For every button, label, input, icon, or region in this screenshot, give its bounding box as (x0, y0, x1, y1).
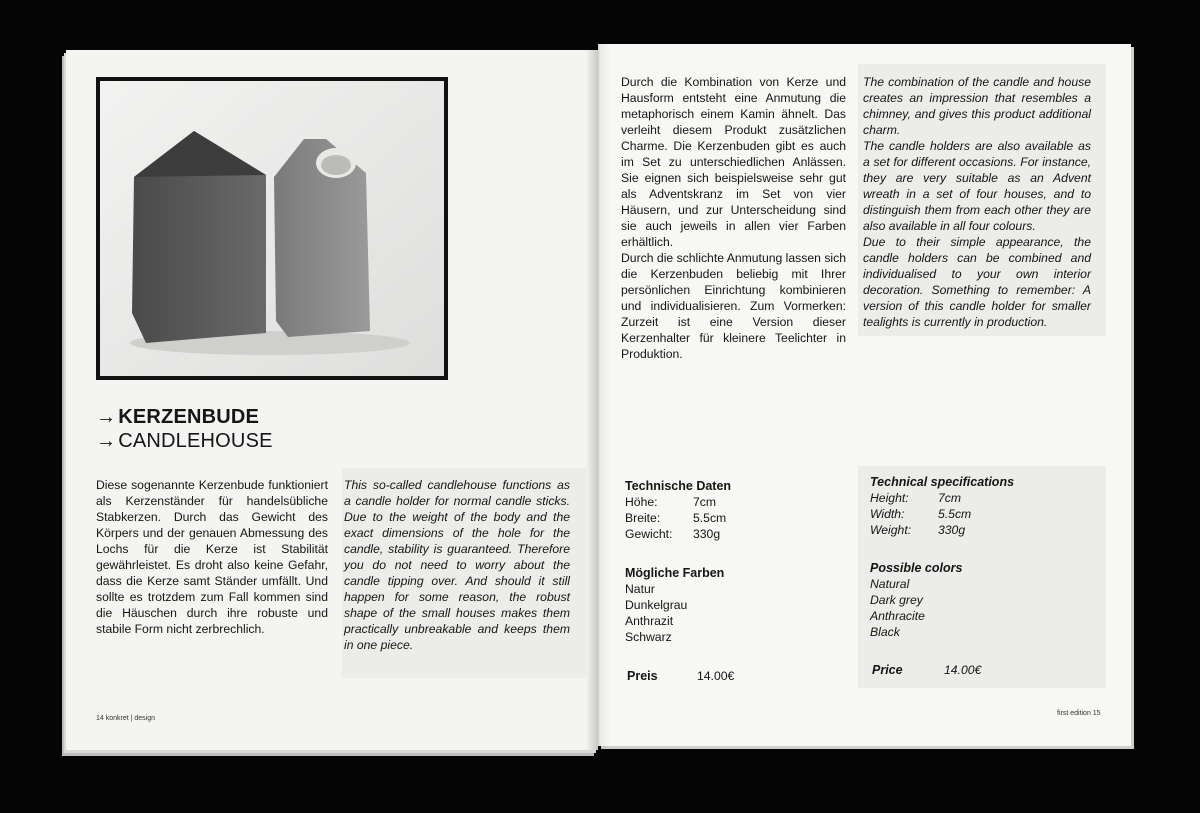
color-item: Natur (625, 582, 655, 596)
spec-row-width: Breite: 5.5cm (625, 511, 727, 525)
color-item: Black (870, 625, 900, 639)
heading-german: → KERZENBUDE (96, 406, 260, 428)
heading-english: → CANDLEHOUSE (96, 430, 273, 452)
arrow-icon: → (96, 430, 117, 452)
body-text-german: Diese sogenannte Kerzenbude funktioniert als Kerzenständer für handelsübliche Stabkerzen. Durch das Gewicht des Körpers und der genauen Abmessung des Lochs für die Kerze ist Stabilität gewährleistet. Es droht also keine Gefahr, dass die Kerze samt Ständer umfällt. Und sollte es trotzdem zum Fall kommen sind die Häuschen durch ihre robuste und stabile Form nicht zerbrechlich. (96, 478, 328, 636)
specs-title: Technische Daten (625, 479, 732, 493)
colors-title: Mögliche Farben (625, 566, 725, 580)
color-item: Dunkelgrau (625, 598, 688, 612)
color-item: Anthracite (870, 609, 925, 623)
spec-row-weight: Weight: 330g (870, 523, 966, 537)
spec-row-height: Höhe: 7cm (625, 495, 717, 509)
page-folio-right: first edition 15 (1057, 710, 1101, 717)
colors-title-english: Possible colors (870, 561, 963, 575)
price-german (627, 668, 827, 684)
spec-row-height: Height: 7cm (870, 491, 962, 505)
candlehouse-photo-illustration (100, 81, 444, 376)
colors-german (625, 565, 825, 645)
color-item: Anthrazit (625, 614, 674, 628)
article-heading (96, 405, 273, 453)
price-english (872, 662, 1072, 678)
body-text-english: This so-called candlehouse functions as a candle holder for normal candle sticks. Due to the weight of the body and the exact dimensions of the hole for the candle, stability is guaranteed. Therefore you do not need to worry about the candle tipping over. And should it still happen for some reason, the robust shape of the small houses makes them practically unbreakable and keeps them in one piece. (344, 478, 570, 652)
price-value-english: 14.00€ (944, 663, 982, 677)
spec-row-width: Width: 5.5cm (870, 507, 972, 521)
product-photo (96, 77, 448, 380)
price-label-english: Price (872, 663, 903, 677)
specs-german (625, 478, 825, 542)
colors-english (870, 560, 1070, 640)
color-item: Dark grey (870, 593, 923, 607)
page-folio-left: 14 konkret | design (96, 715, 156, 722)
price-value: 14.00€ (697, 669, 735, 683)
specs-english (870, 474, 1090, 538)
color-item: Natural (870, 577, 910, 591)
color-item: Schwarz (625, 630, 672, 644)
body-text-german-continued: Durch die Kombination von Kerze und Hausform entsteht eine Anmutung die metaphorisch einem Kamin ähnelt. Das verleiht diesem Produkt zusätzlichen Charme. Die Kerzenbuden gibt es auch im Set zu unterschiedlichen Anlässen. Sie eignen sich beispielsweise sehr gut als Adventskranz im Set von vier Häusern, und zur Unterscheidung sind sie auch jeweils in allen vier Farben erhältlich. Durch die schlichte Anmutung lassen sich die Kerzenbuden beliebig mit Ihrer persönlichen Einrichtung kombinieren und individualisieren. Zum Vormerken: Zurzeit ist eine Version dieser Kerzenhalter für kleinere Teelichter in Produktion. (621, 75, 846, 361)
price-label: Preis (627, 669, 658, 683)
body-text-english-continued: The combination of the candle and house creates an impression that resembles a chimney, and gives this product additional charm. The candle holders are also available as a set for different occasions. For instance, they are very suitable as an Advent wreath in a set of four houses, and to distinguish them from each other they are also available in all four colours. Due to their simple appearance, the candle holders can be combined and individualised to your own interior decoration. Something to remember: A version of this candle holder for smaller tealights is currently in production. (863, 75, 1091, 329)
page-gutter (586, 44, 610, 750)
spec-row-weight: Gewicht: 330g (625, 527, 721, 541)
arrow-icon: → (96, 406, 117, 428)
specs-title-english: Technical specifications (870, 475, 1015, 489)
